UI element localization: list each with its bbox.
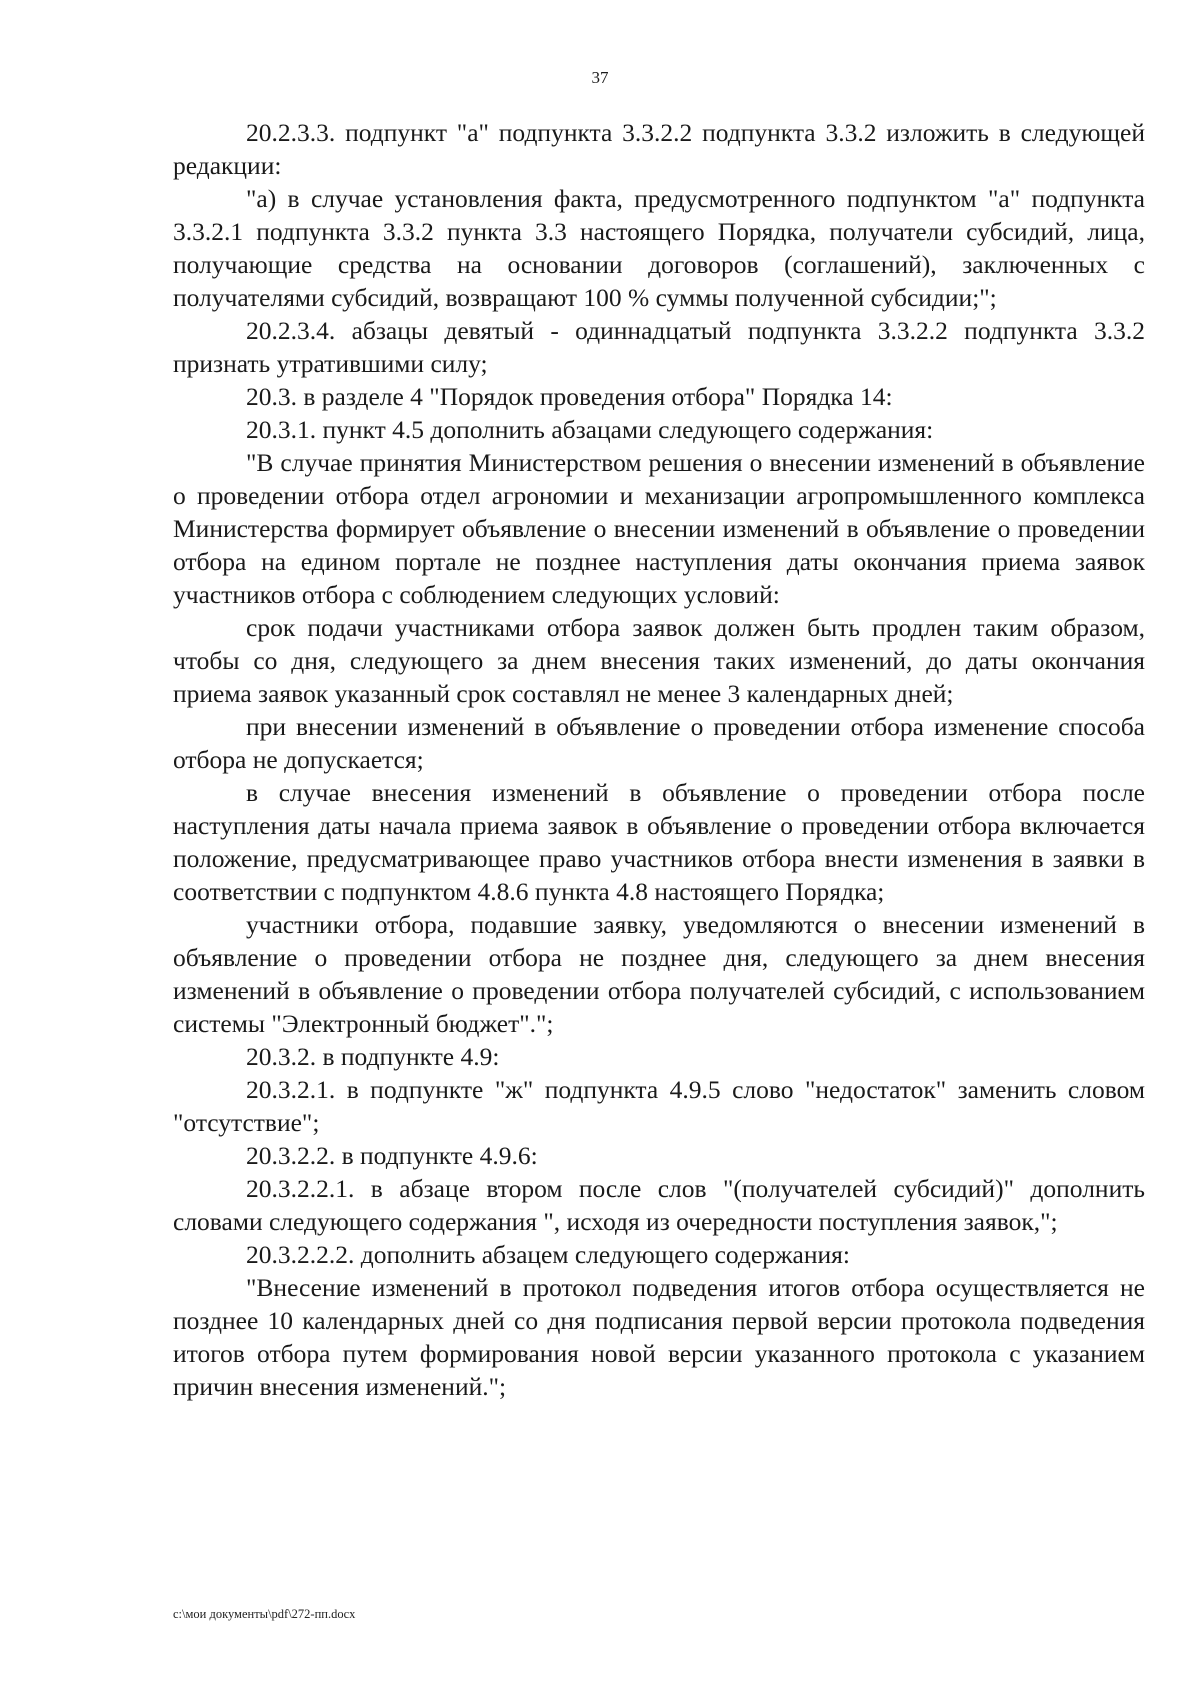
page-number: 37 [591,68,609,87]
paragraph: 20.3.1. пункт 4.5 дополнить абзацами следующего содержания: [246,415,934,444]
paragraph: 20.3.2.1. в подпункте "ж" подпункта 4.9.5 слово "недостаток" заменить словом "отсутствие"; [173,1075,1145,1137]
paragraph: 20.3.2.2. в подпункте 4.9.6: [246,1141,538,1170]
paragraph: 20.3.2. в подпункте 4.9: [246,1042,500,1071]
paragraph: в случае внесения изменений в объявление о проведении отбора после наступления даты начала приема заявок в объявление о проведении отбора включается положение, предусматривающее право участников отбора внести изменения в заявки в соответствии с подпунктом 4.8.6 пункта 4.8 настоящего Порядка; [173,778,1145,906]
paragraph: при внесении изменений в объявление о проведении отбора изменение способа отбора не допускается; [173,712,1145,774]
paragraph: 20.2.3.3. подпункт "а" подпункта 3.3.2.2 подпункта 3.3.2 изложить в следующей редакции: [173,118,1145,180]
document-body [173,116,1145,1403]
paragraph: 20.3.2.2.1. в абзаце втором после слов "(получателей субсидий)" дополнить словами следующего содержания ", исходя из очередности поступления заявок,"; [173,1174,1145,1236]
footer-file-path: c:\мои документы\pdf\272-пп.docx [173,1607,356,1621]
paragraph: "а) в случае установления факта, предусмотренного подпунктом "а" подпункта 3.3.2.1 подпункта 3.3.2 пункта 3.3 настоящего Порядка, получатели субсидий, лица, получающие средства на основании договоров (соглашений), заключенных с получателями субсидий, возвращают 100 % суммы полученной субсидии;"; [173,184,1145,312]
paragraph: "Внесение изменений в протокол подведения итогов отбора осуществляется не позднее 10 календарных дней со дня подписания первой версии протокола подведения итогов отбора путем формирования новой версии указанного протокола с указанием причин внесения изменений."; [173,1273,1145,1401]
paragraph: 20.2.3.4. абзацы девятый - одиннадцатый подпункта 3.3.2.2 подпункта 3.3.2 признать утратившими силу; [173,316,1145,378]
paragraph: 20.3.2.2.2. дополнить абзацем следующего содержания: [246,1240,850,1269]
paragraph: срок подачи участниками отбора заявок должен быть продлен таким образом, чтобы со дня, следующего за днем внесения таких изменений, до даты окончания приема заявок указанный срок составлял не менее 3 календарных дней; [173,613,1145,708]
paragraph: 20.3. в разделе 4 "Порядок проведения отбора" Порядка 14: [246,382,893,411]
paragraph: "В случае принятия Министерством решения о внесении изменений в объявление о проведении отбора отдел агрономии и механизации агропромышленного комплекса Министерства формирует объявление о внесении изменений в объявление о проведении отбора на едином портале не позднее наступления даты окончания приема заявок участников отбора с соблюдением следующих условий: [173,448,1145,609]
paragraph: участники отбора, подавшие заявку, уведомляются о внесении изменений в объявление о проведении отбора не позднее дня, следующего за днем внесения изменений в объявление о проведении отбора получателей субсидий, с использованием системы "Электронный бюджет"."; [173,910,1145,1038]
